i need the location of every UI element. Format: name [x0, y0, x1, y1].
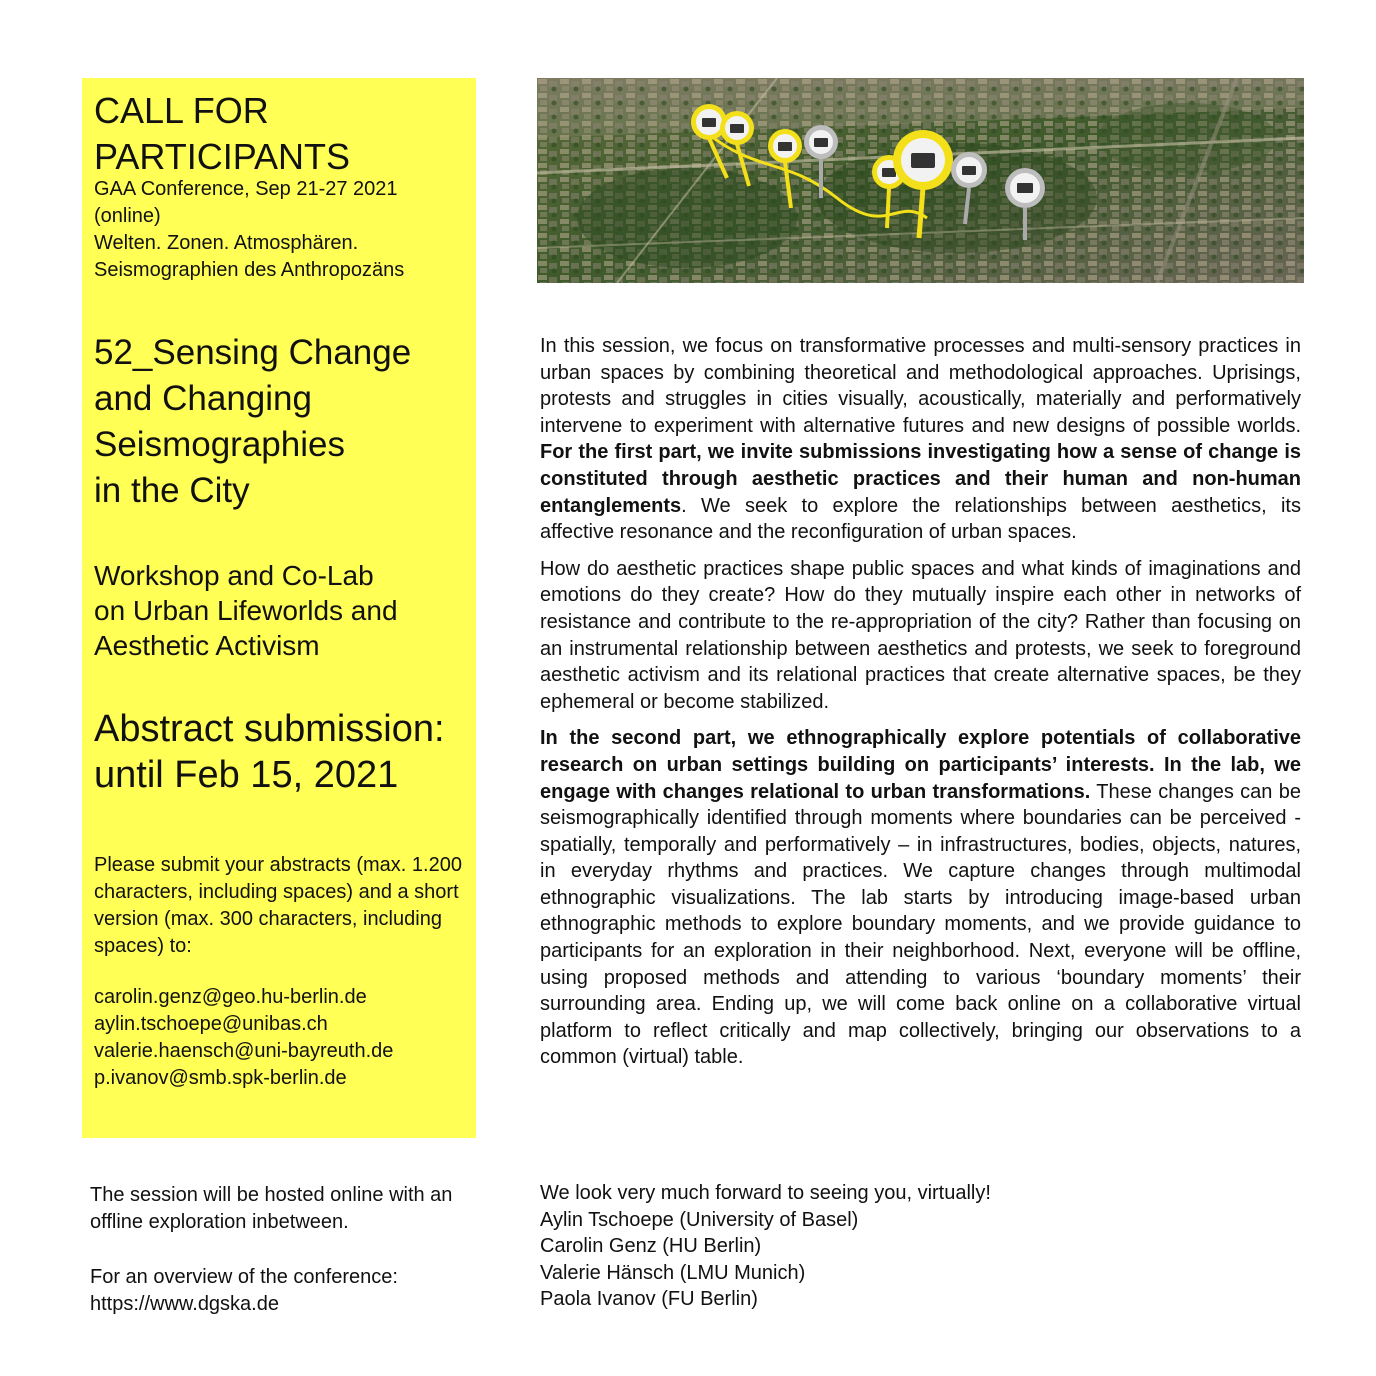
email-link[interactable]: carolin.genz@geo.hu-berlin.de: [94, 986, 367, 1008]
description-paragraph: [540, 725, 1301, 1071]
session-title-line: and Changing: [94, 379, 312, 418]
description-paragraph: [540, 333, 1301, 546]
signer-name: Aylin Tschoepe (University of Basel): [540, 1208, 859, 1231]
workshop-line: on Urban Lifeworlds and: [94, 595, 398, 626]
description-paragraph: How do aesthetic practices shape public spaces and what kinds of imaginations and emotions do they create? How do they mutually inspire each other in networks of resistance and contribute to the re-appropriation of the city? Rather than focusing on an instrumental relationship between aesthetics and protests, we seek to foreground aesthetic activism and its relational practices that create alternative spaces, be they ephemeral or become stabilized.: [540, 557, 1301, 713]
workshop-line: Workshop and Co-Lab: [94, 560, 374, 591]
paragraph-text: These changes can be seismographically identified through moments where boundaries can be perceived - spatially, temporally and performatively – in infrastructures, bodies, objects, natures, in everyday rhythms and practices. We capture changes through multimodal ethnographic visualizations. The lab starts by introducing image-based urban ethnographic methods to explore boundary moments, and we provide guidance to participants for an exploration in their neighborhood. Next, everyone will be offline, using proposed methods and attending to various ‘boundary moments’ their surrounding area. Ending up, we will come back online on a collaborative virtual platform to reflect critically and map collectively, bringing our observations to a common (virtual) table.: [540, 780, 1301, 1069]
contact-emails: [94, 984, 469, 1092]
conference-info: [94, 176, 469, 284]
session-title-line: Seismographies: [94, 425, 345, 464]
aerial-city-photo: [537, 78, 1304, 283]
closing-signature: [540, 1180, 1301, 1313]
conference-name: GAA Conference, Sep 21-27 2021: [94, 178, 398, 200]
abstract-date: until Feb 15, 2021: [94, 754, 399, 796]
email-link[interactable]: valerie.haensch@uni-bayreuth.de: [94, 1040, 394, 1062]
hosting-note: The session will be hosted online with an offline exploration inbetween.: [90, 1184, 453, 1233]
session-title-line: in the City: [94, 471, 250, 510]
session-title: [94, 330, 469, 514]
signer-name: Paola Ivanov (FU Berlin): [540, 1288, 758, 1311]
overview-label: For an overview of the conference:: [90, 1266, 398, 1288]
workshop-line: Aesthetic Activism: [94, 630, 320, 661]
call-title: [94, 88, 464, 180]
paragraph-bold-text: In the second part, we ethnographically explore potentials of collaborative research on urban settings building on participants’ interests. In the lab, we engage with changes relational to urban transformations.: [540, 727, 1301, 803]
email-link[interactable]: aylin.tschoepe@unibas.ch: [94, 1013, 328, 1035]
signer-name: Valerie Hänsch (LMU Munich): [540, 1261, 806, 1284]
closing-greeting: We look very much forward to seeing you, virtually!: [540, 1182, 991, 1204]
abstract-label: Abstract submission:: [94, 708, 445, 750]
abstract-deadline: [94, 706, 469, 798]
signer-name: Carolin Genz (HU Berlin): [540, 1235, 762, 1258]
conference-subtheme: Seismographien des Anthropozäns: [94, 259, 405, 281]
paragraph-bold-text: For the first part, we invite submissions investigating how a sense of change is constituted through aesthetic practices and their human and non-human entanglements: [540, 441, 1301, 517]
email-link[interactable]: p.ivanov@smb.spk-berlin.de: [94, 1067, 347, 1089]
conference-theme: Welten. Zonen. Atmosphären.: [94, 232, 359, 254]
call-title-text: CALL FOR PARTICIPANTS: [94, 90, 351, 177]
overview-link[interactable]: https://www.dgska.de: [90, 1293, 279, 1315]
session-title-line: 52_Sensing Change: [94, 333, 412, 372]
conference-mode: (online): [94, 205, 161, 227]
paragraph-text: In this session, we focus on transformative processes and multi-sensory practices in urban spaces by combining theoretical and methodological approaches. Uprisings, protests and struggles in cities visually, acoustically, materially and performatively intervene to experiment with alternative futures and new designs of possible worlds.: [540, 335, 1301, 437]
submission-instructions: Please submit your abstracts (max. 1.200 characters, including spaces) and a short version (max. 300 characters, including spaces) to:: [94, 854, 462, 957]
conference-overview: [90, 1264, 490, 1318]
paragraph-text: . We seek to explore the relationships between aesthetics, its affective resonance and the reconfiguration of urban spaces.: [540, 494, 1301, 544]
session-description: [540, 333, 1301, 1081]
workshop-subtitle: [94, 558, 469, 663]
